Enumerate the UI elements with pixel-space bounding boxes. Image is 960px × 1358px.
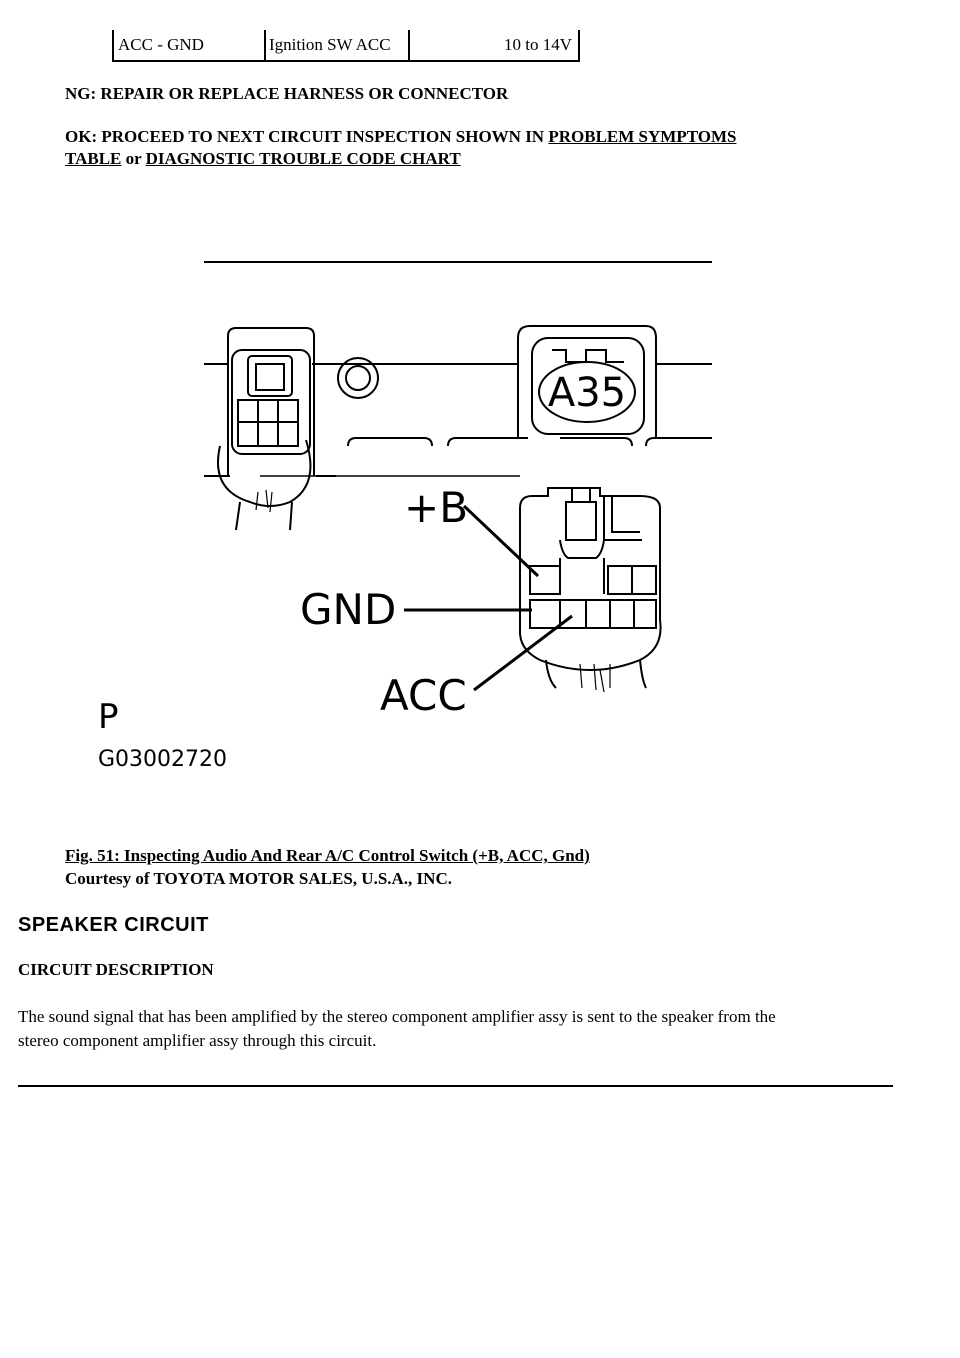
ng-result: NG: REPAIR OR REPLACE HARNESS OR CONNECTOR [65,84,509,103]
b-terminal-label: +B [404,483,469,532]
gnd-terminal-label: GND [300,585,397,634]
figure-id: G03002720 [98,747,228,772]
problem-symptoms-link[interactable]: PROBLEM SYMPTOMS [548,127,737,146]
view-letter: P [98,697,119,737]
diagnostic-trouble-code-link[interactable]: DIAGNOSTIC TROUBLE CODE CHART [145,149,461,168]
connector-code-label: A35 [547,370,627,416]
ok-result-line1 [65,127,736,147]
b-leader [464,506,538,576]
ok-prefix: OK: PROCEED TO NEXT CIRCUIT INSPECTION SHOWN IN [65,127,549,146]
spec-cell: 10 to 14V [408,30,580,60]
ok-or: or [121,149,146,168]
acc-leader [474,616,572,690]
problem-symptoms-table-link[interactable]: TABLE [65,149,122,168]
figure-caption[interactable]: Fig. 51: Inspecting Audio And Rear A/C Control Switch (+B, ACC, Gnd) [65,846,590,865]
connector-diagram [0,240,960,800]
section-bottom-rule [18,1085,893,1087]
spec-table-row [112,30,580,62]
figure-courtesy: Courtesy of TOYOTA MOTOR SALES, U.S.A., INC. [65,869,452,888]
acc-terminal-label: ACC [380,671,467,720]
section-subtitle: CIRCUIT DESCRIPTION [18,960,214,979]
description-line2: stereo component amplifier assy through this circuit. [18,1031,377,1050]
terminal-cell: ACC - GND [112,30,264,60]
section-title: SPEAKER CIRCUIT [18,914,209,936]
description-line1: The sound signal that has been amplified by the stereo component amplifier assy is sent to the speaker from the [18,1007,776,1026]
ok-result-line2 [65,149,461,169]
condition-cell: Ignition SW ACC [264,30,408,60]
